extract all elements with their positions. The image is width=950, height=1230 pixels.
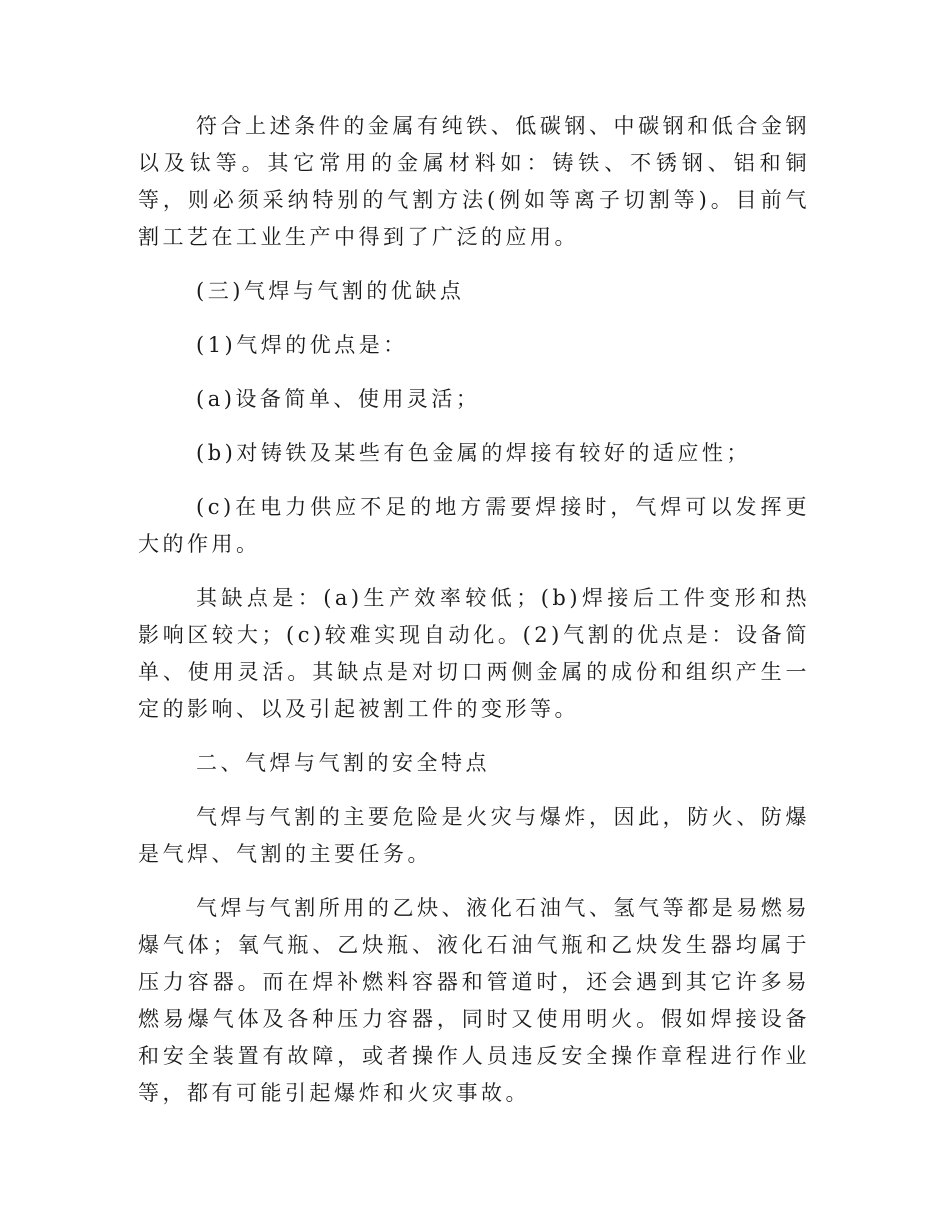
paragraph-main-hazards: 气焊与气割的主要危险是火灾与爆炸，因此，防火、防爆是气焊、气割的主要任务。 <box>138 805 810 866</box>
paragraph-gases-and-containers: 气焊与气割所用的乙炔、液化石油气、氢气等都是易燃易爆气体；氧气瓶、乙炔瓶、液化石油气瓶和乙炔发生器均属于压力容器。而在焊补燃料容器和管道时，还会遇到其它许多易燃易爆气体及各种压力容器，同时又使用明火。假如焊接设备和安全装置有故障，或者操作人员违反安全操作章程进行作业等，都有可能引起爆炸和火灾事故。 <box>138 896 810 1105</box>
list-item-a: (a)设备简单、使用灵活； <box>196 387 481 411</box>
paragraph-metals-suitable: 符合上述条件的金属有纯铁、低碳钢、中碳钢和低合金钢以及钛等。其它常用的金属材料如：铸铁、不锈钢、铝和铜等，则必须采纳特别的气割方法(例如等离子切割等)。目前气割工艺在工业生产中得到了广泛的应用。 <box>138 114 810 249</box>
document-body <box>138 108 810 1112</box>
subheading-gas-welding-advantages: (1)气焊的优点是： <box>196 333 408 357</box>
section-heading-pros-cons: (三)气焊与气割的优缺点 <box>196 279 465 303</box>
section-heading-safety: 二、气焊与气割的安全特点 <box>196 751 490 775</box>
paragraph-disadvantages: 其缺点是：(a)生产效率较低；(b)焊接后工件变形和热影响区较大；(c)较难实现自动化。(2)气割的优点是：设备简单、使用灵活。其缺点是对切口两侧金属的成份和组织产生一定的影响、以及引起被割工件的变形等。 <box>138 586 810 721</box>
list-item-b: (b)对铸铁及某些有色金属的焊接有较好的适应性； <box>196 441 751 465</box>
list-item-c: (c)在电力供应不足的地方需要焊接时，气焊可以发挥更大的作用。 <box>138 495 810 556</box>
